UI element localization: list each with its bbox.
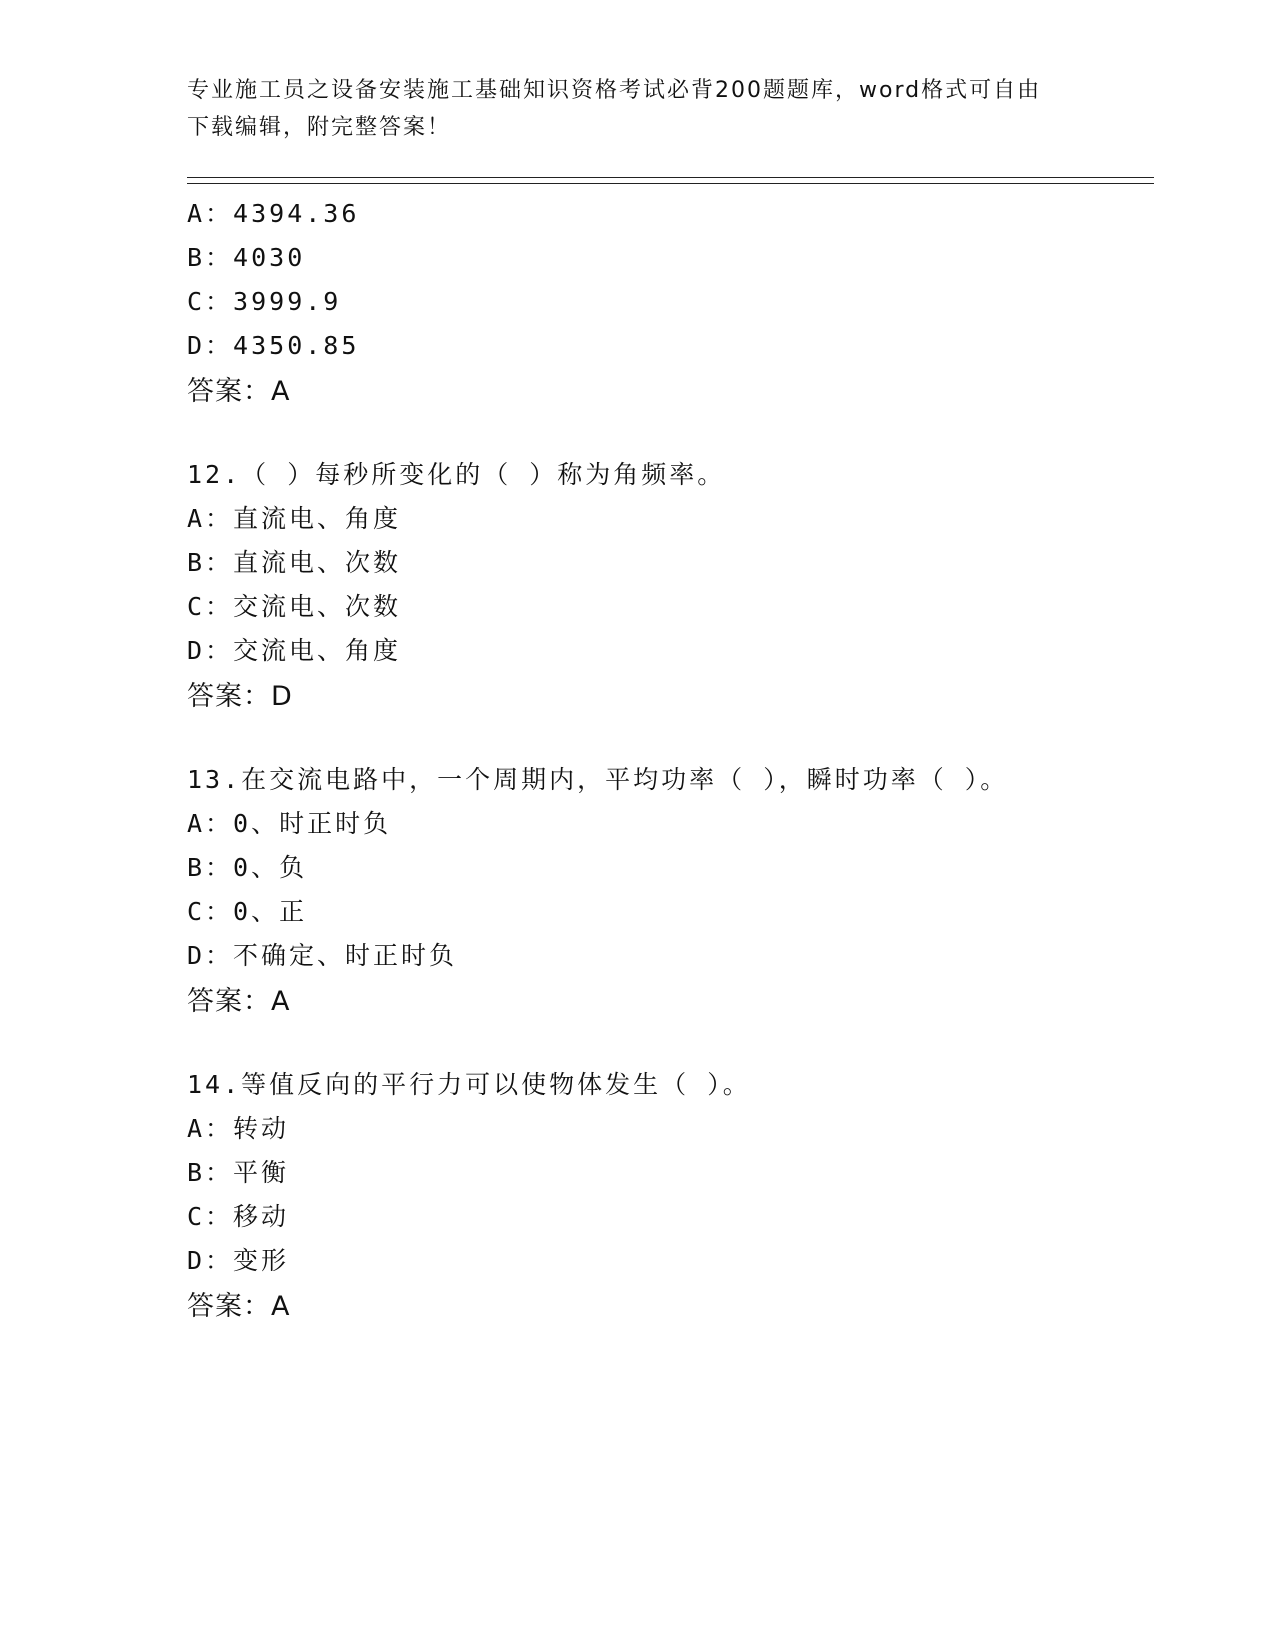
q14-option-a: A：转动 [187, 1114, 290, 1143]
q11-option-d: D：4350.85 [187, 331, 360, 360]
q14-question: 14.等值反向的平行力可以使物体发生（ ）。 [187, 1070, 751, 1099]
header-divider-top [187, 177, 1154, 178]
q13-answer: 答案：A [187, 986, 291, 1017]
q14-option-d: D：变形 [187, 1246, 290, 1275]
header-line-1: 专业施工员之设备安装施工基础知识资格考试必背200题题库，word格式可自由 [187, 78, 1042, 103]
q12-option-b: B：直流电、次数 [187, 548, 402, 577]
q14-option-c: C：移动 [187, 1202, 290, 1231]
header-divider-bottom [187, 183, 1154, 184]
q12-question: 12.（ ）每秒所变化的（ ）称为角频率。 [187, 460, 726, 489]
q14-option-b: B：平衡 [187, 1158, 290, 1187]
q11-option-c: C：3999.9 [187, 287, 342, 316]
header-line-2: 下载编辑，附完整答案！ [187, 115, 452, 140]
document-header [187, 72, 1087, 146]
q11-option-a: A：4394.36 [187, 199, 360, 228]
q12-option-d: D：交流电、角度 [187, 636, 402, 665]
q12-option-c: C：交流电、次数 [187, 592, 402, 621]
q13-option-c: C：0、正 [187, 897, 308, 926]
q13-option-b: B：0、负 [187, 853, 308, 882]
q11-answer: 答案：A [187, 376, 291, 407]
q12-option-a: A：直流电、角度 [187, 504, 402, 533]
q11-option-b: B：4030 [187, 243, 306, 272]
q13-option-a: A：0、时正时负 [187, 809, 392, 838]
q13-option-d: D：不确定、时正时负 [187, 941, 458, 970]
q14-answer: 答案：A [187, 1291, 291, 1322]
q12-answer: 答案：D [187, 681, 293, 712]
q13-question: 13.在交流电路中，一个周期内，平均功率（ ），瞬时功率（ ）。 [187, 765, 1009, 794]
